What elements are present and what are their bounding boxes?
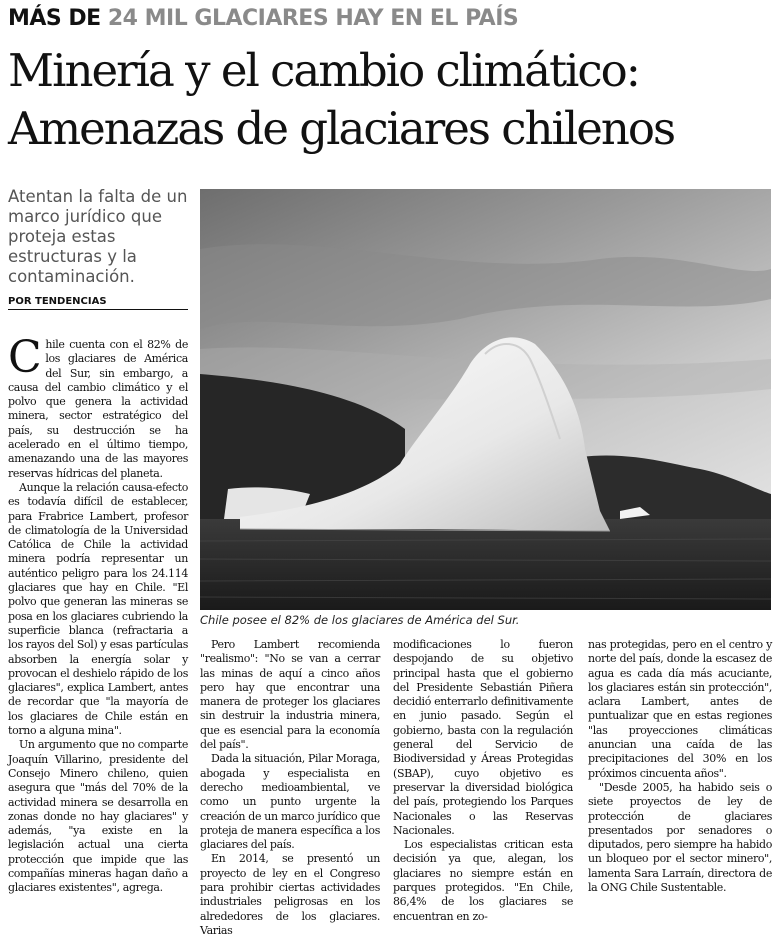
paragraph: Un argumento que no comparte Joaquín Villarino, presidente del Consejo Minero chileno, quien asegura que "más del 70% de la actividad minera se desarrolla en zonas donde no hay glaciares" y además, "ya existe en la legislación actual una cierta protección que impide que las compañías mineras hagan daño a glaciares existentes", agrega.: [8, 738, 188, 895]
paragraph: Pero Lambert recomienda "realismo": "No se van a cerrar las minas de aquí a cinco años pero hay que encontrar una manera de proteger los glaciares sin destruir la industria minera, que es esencial para la economía del país".: [200, 638, 380, 752]
paragraph: En 2014, se presentó un proyecto de ley en el Congreso para prohibir ciertas actividades industriales peligrosas en los alrededores de los glaciares. Varias: [200, 852, 380, 937]
deck-subtitle: Atentan la falta de un marco jurídico que proteja estas estructuras y la contaminación.: [8, 187, 188, 286]
paragraph: Dada la situación, Pilar Moraga, abogada y especialista en derecho medioambiental, ve como un punto urgente la creación de un marco jurídico que proteja de manera específica a los glaciares del país.: [200, 752, 381, 852]
paragraph: modificaciones lo fueron despojando de su objetivo principal hasta que el gobierno del Presidente Sebastián Piñera decidió enterrarlo definitivamente en junio pasado. Según el gobierno, basta con la regulación general del Servicio de Biodiversidad y Áreas Protegidas (SBAP), cuyo objetivo es preservar la diversidad biológica del país, protegiendo los Parques Nacionales o las Reservas Nacionales.: [393, 638, 573, 837]
article-column-3: [393, 638, 573, 924]
kicker-highlight: 24 MIL GLACIARES HAY EN EL PAÍS: [107, 6, 519, 31]
paragraph: Los especialistas critican esta decisión ya que, alegan, los glaciares no siempre están en parques protegidos. "En Chile, 86,4% de los glaciares se encuentran en zo-: [393, 838, 573, 923]
kicker-lead: MÁS DE: [8, 6, 108, 31]
article-column-1: [8, 332, 188, 896]
headline-line-1: Minería y el cambio climático:: [8, 44, 639, 97]
paragraph: "Desde 2005, ha habido seis o siete proyectos de ley de protección de glaciares presentados por senadores o diputados, pero siempre ha habido un bloqueo por el sector minero", lamenta Sara Larraín, directora de la ONG Chile Sustentable.: [588, 780, 772, 895]
headline: [8, 42, 778, 158]
drop-cap: C: [8, 332, 42, 383]
headline-line-2: Amenazas de glaciares chilenos: [8, 102, 675, 155]
photo-caption: Chile posee el 82% de los glaciares de América del Sur.: [200, 613, 520, 627]
iceberg-photo: [200, 189, 771, 610]
kicker: [8, 6, 518, 31]
paragraph: Aunque la relación causa-efecto es todavía difícil de establecer, para Frabrice Lambert, profesor de climatología de la Universidad Católica de Chile la actividad minera podría representar un auténtico peligro para los 24.114 glaciares que hay en Chile. "El polvo que generan las mineras se posa en los glaciares cubriendo la superficie blanca (refractaria a los rayos del Sol) y esas partículas absorben la energía solar y provocan el deshielo rápido de los glaciares", explica Lambert, antes de recordar que "la mayoría de los glaciares de Chile están en torno a alguna mina".: [8, 480, 188, 738]
article-column-2: [200, 638, 380, 938]
paragraph: nas protegidas, pero en el centro y norte del país, donde la escasez de agua es cada día más acuciante, los glaciares están sin protección", aclara Lambert, antes de puntualizar que en estas regiones "las proyecciones climáticas anuncian una caída de las precipitaciones del 30% en los próximos cincuenta años".: [588, 638, 772, 780]
article-column-4: [588, 638, 772, 895]
paragraph: Chile cuenta con el 82% de los glaciares de América del Sur, sin embargo, a causa del cambio climático y el polvo que genera la actividad minera, sector estratégico del país, su destrucción se ha acelerado en el último tiempo, amenazando una de las mayores reservas hídricas del planeta.: [8, 332, 188, 480]
byline: POR TENDENCIAS: [8, 296, 188, 310]
